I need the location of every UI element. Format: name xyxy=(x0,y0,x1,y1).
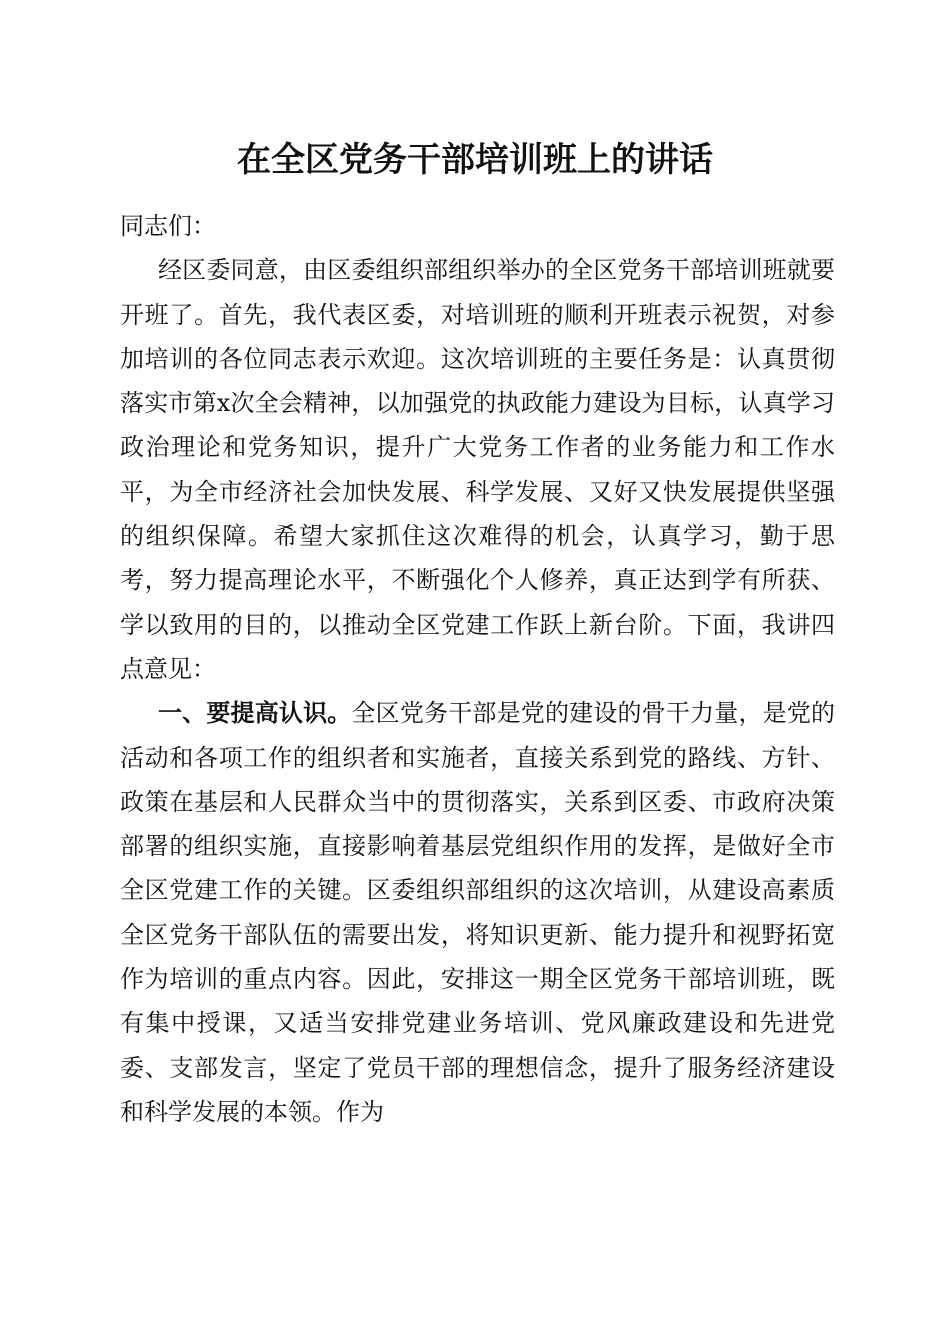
document-title: 在全区党务干部培训班上的讲话 xyxy=(237,140,713,180)
section-1-text: 全区党务干部是党的建设的骨干力量，是党的活动和各项工作的组织者和实施者，直接关系到党的路线、方针、政策在基层和人民群众当中的贯彻落实，关系到区委、市政府决策部署的组织实施，直接影响着基层党组织作用的发挥，是做好全市全区党建工作的关键。区委组织部组织的这次培训，从建设高素质全区党务干部队伍的需要出发，将知识更新、能力提升和视野拓宽作为培训的重点内容。因此，安排这一期全区党务干部培训班，既有集中授课，又适当安排党建业务培训、党风廉政建设和先进党委、支部发言，坚定了党员干部的理想信念，提升了服务经济建设和科学发展的本领。作为 xyxy=(120,699,836,1126)
document-body xyxy=(120,204,835,1134)
paragraph-intro: 经区委同意，由区委组织部组织举办的全区党务干部培训班就要开班了。首先，我代表区委，对培训班的顺利开班表示祝贺，对参加培训的各位同志表示欢迎。这次培训班的主要任务是：认真贯彻落实市第x次全会精神，以加强党的执政能力建设为目标，认真学习政治理论和党务知识，提升广大党务工作者的业务能力和工作水平，为全市经济社会加快发展、科学发展、又好又快发展提供坚强的组织保障。希望大家抓住这次难得的机会，认真学习，勤于思考，努力提高理论水平，不断强化个人修养，真正达到学有所获、学以致用的目的，以推动全区党建工作跃上新台阶。下面，我讲四点意见： xyxy=(120,256,835,683)
salutation: 同志们： xyxy=(120,212,216,240)
section-1-heading: 一、要提高认识。 xyxy=(158,699,352,728)
paragraph-section-1 xyxy=(120,691,835,1134)
